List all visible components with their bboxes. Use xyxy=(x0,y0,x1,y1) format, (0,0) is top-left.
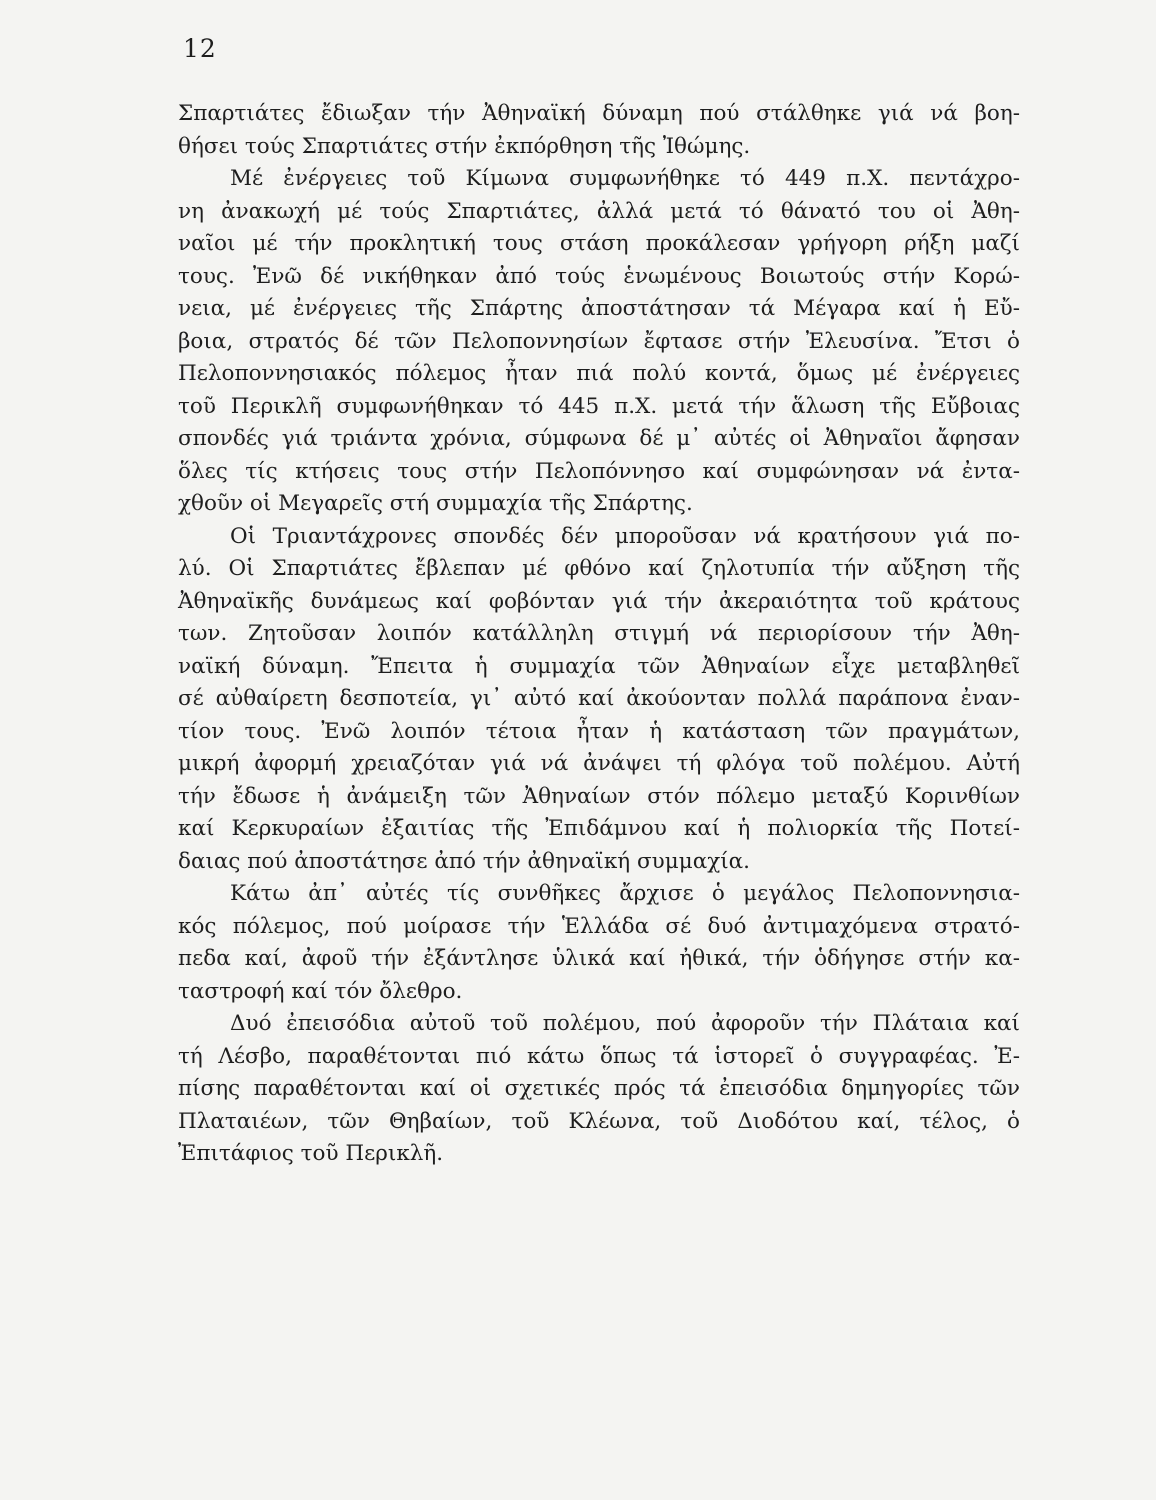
text-line: Πλαταιέων, τῶν Θηβαίων, τοῦ Κλέωνα, τοῦ Διοδότου καί, τέλος, ὁ xyxy=(178,1108,1020,1134)
page-number: 12 xyxy=(183,34,217,63)
text-line: Ἀθηναϊκῆς δυνάμεως καί φοβόνταν γιά τήν ἀκεραιότητα τοῦ κράτους xyxy=(178,588,1020,614)
text-line: ναῖοι μέ τήν προκλητική τους στάση προκάλεσαν γρήγορη ρήξη μαζί xyxy=(178,231,1020,256)
text-line: σέ αὐθαίρετη δεσποτεία, γι᾽ αὐτό καί ἀκούονταν πολλά παράπονα ἐναν- xyxy=(178,686,1020,711)
text-line: μικρή ἀφορμή χρειαζόταν γιά νά ἀνάψει τή φλόγα τοῦ πολέμου. Αὐτή xyxy=(178,751,1020,776)
text-line: νεια, μέ ἐνέργειες τῆς Σπάρτης ἀποστάτησαν τά Μέγαρα καί ἡ Εὔ- xyxy=(178,296,1020,321)
text-line: ὅλες τίς κτήσεις τους στήν Πελοπόννησο καί συμφώνησαν νά ἐντα- xyxy=(178,458,1020,484)
body-text xyxy=(178,98,1020,1171)
text-line: κός πόλεμος, πού μοίρασε τήν Ἑλλάδα σέ δυό ἀντιμαχόμενα στρατό- xyxy=(178,913,1020,939)
text-line: Σπαρτιάτες ἔδιωξαν τήν Ἀθηναϊκή δύναμη πού στάλθηκε γιά νά βοη- xyxy=(178,101,1020,126)
text-line: χθοῦν οἱ Μεγαρεῖς στή συμμαχία τῆς Σπάρτης. xyxy=(178,491,693,516)
text-line: Πελοποννησιακός πόλεμος ἦταν πιά πολύ κοντά, ὅμως μέ ἐνέργειες xyxy=(178,361,1020,386)
text-line: τήν ἔδωσε ἡ ἀνάμειξη τῶν Ἀθηναίων στόν πόλεμο μεταξύ Κορινθίων xyxy=(178,783,1020,809)
text-line: τίον τους. Ἐνῶ λοιπόν τέτοια ἦταν ἡ κατάσταση τῶν πραγμάτων, xyxy=(178,718,1020,744)
text-line: θήσει τούς Σπαρτιάτες στήν ἐκπόρθηση τῆς Ἰθώμης. xyxy=(178,133,751,159)
text-line: νη ἀνακωχή μέ τούς Σπαρτιάτες, ἀλλά μετά τό θάνατό του οἱ Ἀθη- xyxy=(178,198,1020,224)
text-line: ναϊκή δύναμη. Ἔπειτα ἡ συμμαχία τῶν Ἀθηναίων εἶχε μεταβληθεῖ xyxy=(178,653,1020,679)
text-line: πεδα καί, ἀφοῦ τήν ἐξάντλησε ὑλικά καί ἠθικά, τήν ὁδήγησε στήν κα- xyxy=(178,946,1020,971)
text-line: Δυό ἐπεισόδια αὐτοῦ τοῦ πολέμου, πού ἀφοροῦν τήν Πλάταια καί xyxy=(230,1011,1020,1036)
text-line: βοια, στρατός δέ τῶν Πελοποννησίων ἔφτασε στήν Ἐλευσίνα. Ἔτσι ὁ xyxy=(178,328,1020,354)
text-line: Κάτω ἀπ᾽ αὐτές τίς συνθῆκες ἄρχισε ὁ μεγάλος Πελοποννησια- xyxy=(230,881,1020,906)
text-line: των. Ζητοῦσαν λοιπόν κατάλληλη στιγμή νά περιορίσουν τήν Ἀθη- xyxy=(178,621,1020,646)
text-line: σπονδές γιά τριάντα χρόνια, σύμφωνα δέ μ᾽ αὐτές οἱ Ἀθηναῖοι ἄφησαν xyxy=(178,426,1020,451)
text-line: Μέ ἐνέργειες τοῦ Κίμωνα συμφωνήθηκε τό 449 π.Χ. πεντάχρο- xyxy=(230,166,1020,191)
text-line: τους. Ἐνῶ δέ νικήθηκαν ἀπό τούς ἑνωμένους Βοιωτούς στήν Κορώ- xyxy=(178,263,1020,289)
text-line: καί Κερκυραίων ἐξαιτίας τῆς Ἐπιδάμνου καί ἡ πολιορκία τῆς Ποτεί- xyxy=(178,816,1020,841)
text-line: Ἐπιτάφιος τοῦ Περικλῆ. xyxy=(178,1141,444,1166)
text-line: δαιας πού ἀποστάτησε ἀπό τήν ἀθηναϊκή συμμαχία. xyxy=(178,848,751,874)
text-line: τή Λέσβο, παραθέτονται πιό κάτω ὅπως τά ἱστορεῖ ὁ συγγραφέας. Ἐ- xyxy=(178,1043,1020,1069)
text-line: Οἱ Τριαντάχρονες σπονδές δέν μποροῦσαν νά κρατήσουν γιά πο- xyxy=(230,523,1020,549)
text-line: πίσης παραθέτονται καί οἱ σχετικές πρός τά ἐπεισόδια δημηγορίες τῶν xyxy=(178,1076,1020,1101)
text-line: τοῦ Περικλῆ συμφωνήθηκαν τό 445 π.Χ. μετά τήν ἅλωση τῆς Εὔβοιας xyxy=(178,393,1020,419)
text-line: λύ. Οἱ Σπαρτιάτες ἔβλεπαν μέ φθόνο καί ζηλοτυπία τήν αὔξηση τῆς xyxy=(178,556,1020,581)
text-line: ταστροφή καί τόν ὄλεθρο. xyxy=(178,978,463,1004)
